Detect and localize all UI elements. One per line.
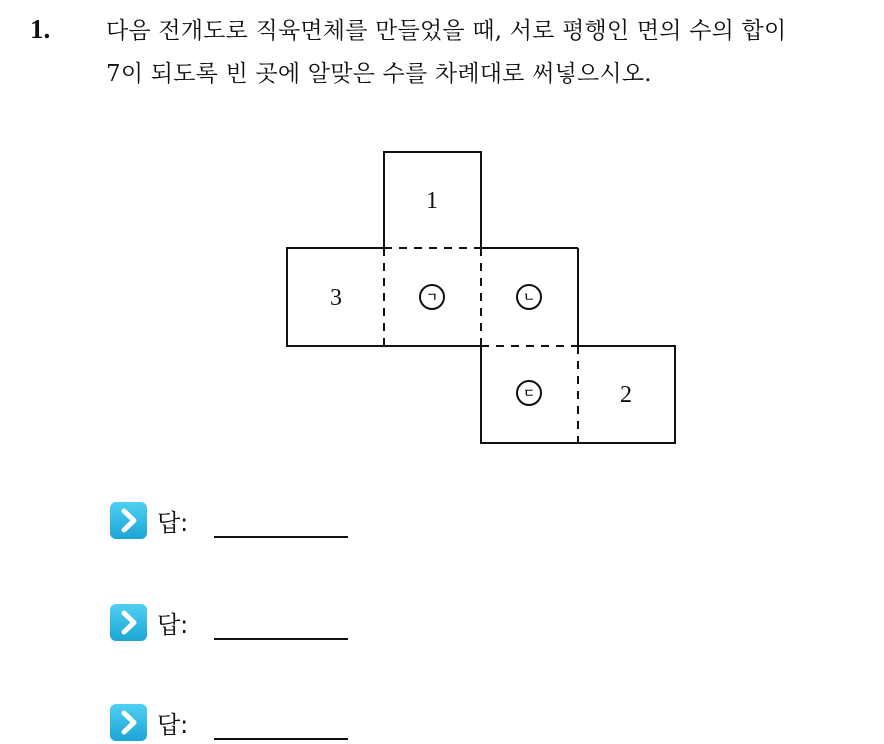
answer-label: 답: bbox=[157, 611, 189, 639]
answer-label: 답: bbox=[157, 711, 189, 739]
answer-label: 답: bbox=[157, 509, 189, 537]
answer-blank-1[interactable] bbox=[214, 500, 348, 538]
face-label-circle-3: ㄷ bbox=[523, 386, 535, 400]
answer-blank-2[interactable] bbox=[214, 602, 348, 640]
question-number: 1. bbox=[30, 14, 51, 44]
answer-blank-3[interactable] bbox=[214, 702, 348, 740]
face-label-top: 1 bbox=[426, 188, 438, 214]
face-label-left: 3 bbox=[330, 285, 342, 311]
question-text-line-2: 7이 되도록 빈 곳에 알맞은 수를 차례대로 써넣으시오. bbox=[106, 61, 652, 87]
face-label-circle-2: ㄴ bbox=[523, 290, 535, 304]
question-text-line-1: 다음 전개도로 직육면체를 만들었을 때, 서로 평행인 면의 수의 합이 bbox=[106, 18, 787, 44]
face-label-right: 2 bbox=[620, 382, 632, 408]
chevron-right-icon bbox=[110, 704, 147, 741]
face-label-circle-1: ㄱ bbox=[426, 290, 438, 304]
chevron-right-icon bbox=[110, 502, 147, 539]
chevron-right-icon bbox=[110, 604, 147, 641]
